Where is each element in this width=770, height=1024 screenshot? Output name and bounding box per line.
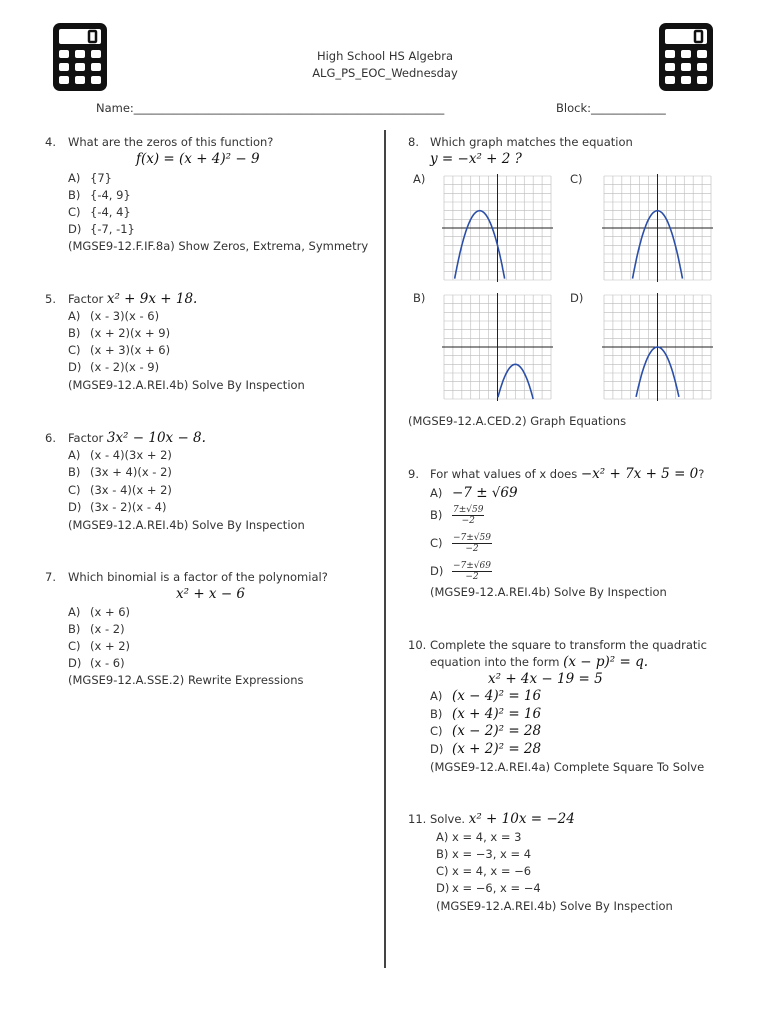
answer-option (436, 863, 531, 880)
standard-code: (MGSE9-12.A.REI.4a) Complete Square To Solve (430, 760, 705, 774)
answer-option (68, 359, 159, 376)
option-letter: B) (68, 622, 81, 636)
answer-option (68, 638, 130, 655)
answer-option (430, 485, 518, 502)
question-expression: x² + x − 6 (176, 586, 246, 602)
question-number: 9. (408, 467, 419, 481)
option-letter: D) (68, 222, 82, 236)
option-letter: D) (68, 656, 82, 670)
option-letter: B) (68, 188, 81, 202)
option-text: (x + 2)(x + 9) (90, 326, 171, 340)
option-text: x = 4, x = −6 (452, 864, 532, 878)
answer-option (68, 170, 112, 187)
answer-option (430, 688, 541, 705)
option-letter: A) (430, 689, 443, 703)
option-text: (3x - 4)(x + 2) (90, 483, 172, 497)
option-letter: C) (68, 343, 81, 357)
question-number: 6. (45, 431, 56, 445)
option-fraction (452, 505, 484, 526)
prompt-text: Factor (68, 292, 104, 306)
option-text: (x - 4)(3x + 2) (90, 448, 172, 462)
graph-label: A) (413, 172, 426, 186)
graph-label: D) (570, 291, 584, 305)
option-letter: A) (68, 309, 81, 323)
option-letter: A) (436, 830, 449, 844)
option-text: (3x - 2)(x - 4) (90, 500, 167, 514)
question-expression: x² + 9x + 18. (106, 291, 198, 307)
graph-option-d (600, 291, 715, 403)
question-number: 7. (45, 570, 56, 584)
question-prompt: Complete the square to transform the quadratic (430, 638, 707, 652)
option-fraction (452, 533, 492, 554)
prompt-text: Solve. (430, 812, 466, 826)
question-prompt (68, 430, 206, 447)
answer-option (430, 723, 541, 740)
option-letter: B) (68, 465, 81, 479)
question-expression: f(x) = (x + 4)² − 9 (136, 151, 260, 167)
target-form: (x − p)² = q. (563, 654, 649, 670)
question-expression: −x² + 7x + 5 = 0 (580, 466, 699, 482)
standard-code: (MGSE9-12.A.REI.4b) Solve By Inspection (68, 518, 305, 532)
standard-code: (MGSE9-12.A.SSE.2) Rewrite Expressions (68, 673, 304, 687)
option-letter: C) (430, 724, 443, 738)
option-letter: D) (430, 564, 444, 578)
standard-code: (MGSE9-12.A.CED.2) Graph Equations (408, 414, 627, 428)
question-expression: x² + 4x − 19 = 5 (488, 671, 603, 687)
option-letter: B) (430, 508, 443, 522)
answer-option (68, 342, 170, 359)
question-number: 4. (45, 135, 56, 149)
standard-code: (MGSE9-12.A.REI.4b) Solve By Inspection (430, 585, 667, 599)
option-letter: C) (68, 205, 81, 219)
option-letter: A) (68, 171, 81, 185)
question-expression: x² + 10x = −24 (468, 811, 575, 827)
prompt-text: equation into the form (430, 655, 560, 669)
graph-option-c (600, 172, 715, 284)
question-prompt (430, 811, 575, 828)
question-prompt-line2 (430, 654, 648, 671)
option-text: {-7, -1} (90, 222, 135, 236)
name-field[interactable]: Name:______________________________________________________ (96, 101, 445, 115)
option-letter: D) (68, 500, 82, 514)
answer-option (430, 706, 541, 723)
option-text: (x − 4)² = 16 (452, 688, 542, 704)
standard-code: (MGSE9-12.A.REI.4b) Solve By Inspection (68, 378, 305, 392)
question-number: 5. (45, 292, 56, 306)
question-prompt (430, 466, 704, 483)
option-text: {-4, 9} (90, 188, 131, 202)
option-letter: A) (430, 486, 443, 500)
standard-code: (MGSE9-12.F.IF.8a) Show Zeros, Extrema, Symmetry (68, 239, 369, 253)
option-text: {7} (90, 171, 112, 185)
answer-option (68, 482, 172, 499)
option-letter: D) (436, 881, 450, 895)
option-letter: B) (68, 326, 81, 340)
answer-option (430, 741, 541, 758)
test-title: ALG_PS_EOC_Wednesday (312, 66, 458, 80)
answer-option (68, 447, 172, 464)
answer-option (68, 655, 125, 672)
option-text: −7 ± √69 (452, 485, 518, 501)
prompt-text: For what values of x does (430, 467, 578, 481)
fraction-denominator: −2 (465, 544, 479, 554)
option-letter: C) (68, 639, 81, 653)
option-text: (x − 2)² = 28 (452, 723, 542, 739)
option-text: {-4, 4} (90, 205, 131, 219)
option-letter: C) (436, 864, 449, 878)
option-text: (x - 2)(x - 9) (90, 360, 160, 374)
option-text: (x - 6) (90, 656, 125, 670)
school-title: High School HS Algebra (316, 49, 454, 63)
standard-code: (MGSE9-12.A.REI.4b) Solve By Inspection (436, 899, 673, 913)
question-expression: 3x² − 10x − 8. (106, 430, 206, 446)
answer-option (430, 561, 492, 582)
answer-option (68, 221, 135, 238)
answer-option (436, 829, 521, 846)
option-letter: C) (68, 483, 81, 497)
answer-option (68, 308, 159, 325)
answer-option (436, 880, 541, 897)
answer-option (68, 187, 131, 204)
block-field[interactable]: Block:_____________ (556, 101, 666, 115)
answer-option (68, 604, 130, 621)
option-text: (x - 3)(x - 6) (90, 309, 160, 323)
option-letter: B) (430, 707, 443, 721)
option-letter: D) (68, 360, 82, 374)
graph-option-b (440, 291, 555, 403)
option-text: (x + 4)² = 16 (452, 706, 542, 722)
option-letter: D) (430, 742, 444, 756)
option-text: x = −3, x = 4 (452, 847, 532, 861)
option-text: (x + 2)² = 28 (452, 741, 542, 757)
question-expression: y = −x² + 2 ? (430, 151, 522, 167)
option-text: (x + 2) (90, 639, 131, 653)
question-prompt (68, 291, 197, 308)
option-text: (x + 6) (90, 605, 131, 619)
answer-option (68, 204, 131, 221)
option-letter: C) (430, 536, 443, 550)
answer-option (68, 621, 125, 638)
answer-option (436, 846, 531, 863)
option-letter: A) (68, 448, 81, 462)
question-prompt: What are the zeros of this function? (68, 135, 274, 149)
question-number: 11. (408, 812, 427, 826)
column-divider (384, 130, 386, 968)
question-number: 10. (408, 638, 427, 652)
question-prompt: Which binomial is a factor of the polynomial? (68, 570, 328, 584)
prompt-text: Factor (68, 431, 104, 445)
fraction-numerator: −7±√59 (453, 533, 491, 543)
option-fraction (452, 561, 492, 582)
graph-label: B) (413, 291, 426, 305)
prompt-suffix: ? (698, 467, 705, 481)
answer-option (430, 505, 484, 526)
option-letter: A) (68, 605, 81, 619)
answer-option (68, 325, 170, 342)
question-prompt: Which graph matches the equation (430, 135, 633, 149)
option-text: (3x + 4)(x - 2) (90, 465, 172, 479)
option-text: x = −6, x = −4 (452, 881, 541, 895)
question-number: 8. (408, 135, 419, 149)
fraction-denominator: −2 (461, 516, 475, 526)
graph-option-a (440, 172, 555, 284)
fraction-numerator: −7±√69 (453, 561, 491, 571)
fraction-denominator: −2 (465, 572, 479, 582)
option-text: x = 4, x = 3 (452, 830, 522, 844)
answer-option (430, 533, 492, 554)
graph-label: C) (570, 172, 583, 186)
option-letter: B) (436, 847, 449, 861)
answer-option (68, 464, 172, 481)
option-text: (x - 2) (90, 622, 125, 636)
option-text: (x + 3)(x + 6) (90, 343, 171, 357)
fraction-numerator: 7±√59 (453, 505, 484, 515)
answer-option (68, 499, 166, 516)
